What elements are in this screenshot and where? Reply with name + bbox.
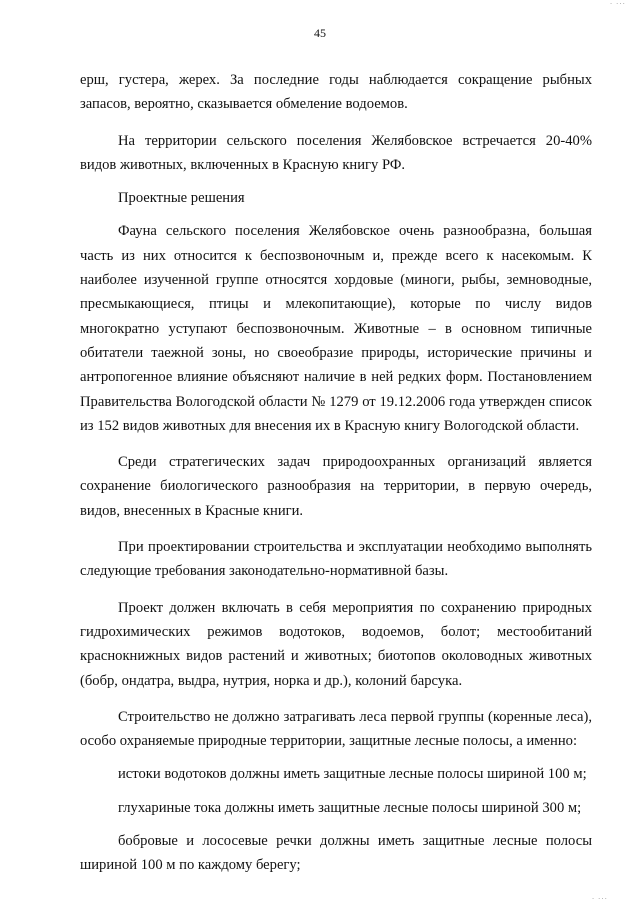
paragraph-construction-restrictions: Строительство не должно затрагивать леса первой группы (коренные леса), особо охраняемые природные территории, защитные лесные полосы, а именно: (80, 708, 592, 750)
paragraph-fauna-description: Фауна сельского поселения Желябовское очень разнообразна, большая часть из них относится к беспозвоночным и, прежде всего к насекомым. К наиболее изученной группе относятся хордовые (миноги, рыбы, земноводные, пресмыкающиеся, птицы и млекопитающие), которые по числу видов многократно уступают беспозвоночным. Животные – в основном типичные обитатели таежной зоны, но своеобразие природы, исторические причины и антропогенное влияние объясняют наличие в ней редких форм. Постановлением Правительства Вологодской области № 1279 от 19.12.2006 года утвержден список из 152 видов животных для внесения их в Красную книгу Вологодской области. (80, 223, 592, 434)
paragraph-fish-species: ерш, густера, жерех. За последние годы наблюдается сокращение рыбных запасов, вероятно, сказывается обмеление водоемов. (80, 72, 592, 113)
list-item-capercaillie-leks: глухариные тока должны иметь защитные лесные полосы шириной 300 м; (118, 799, 582, 816)
paragraph-red-book-share: На территории сельского поселения Желябовское встречается 20-40% видов животных, включенных в Красную книгу РФ. (80, 132, 592, 173)
paragraph-design-requirements: При проектировании строительства и эксплуатации необходимо выполнять следующие требования законодательно-нормативной базы. (80, 539, 592, 580)
scan-corner-mark-bottom: · ··· (591, 895, 608, 903)
list-item-beaver-salmon-streams: бобровые и лососевые речки должны иметь защитные лесные полосы шириной 100 м по каждому берегу; (80, 833, 592, 874)
paragraph-strategic-tasks: Среди стратегических задач природоохранных организаций является сохранение биологического разнообразия на территории, в первую очередь, видов, внесенных в Красные книги. (80, 454, 592, 519)
section-heading-project-decisions: Проектные решения (118, 190, 245, 207)
page-number: 45 (314, 26, 326, 40)
scan-corner-mark-top: · ··· (609, 0, 626, 8)
list-item-watercourse-sources: истоки водотоков должны иметь защитные лесные полосы шириной 100 м; (118, 766, 587, 783)
paragraph-project-measures: Проект должен включать в себя мероприятия по сохранению природных гидрохимических режимов водотоков, водоемов, болот; местообитаний краснокнижных видов растений и животных; биотопов околоводных животных (бобр, ондатра, выдра, нутрия, норка и др.), колоний барсука. (80, 599, 592, 689)
document-body (80, 68, 592, 878)
